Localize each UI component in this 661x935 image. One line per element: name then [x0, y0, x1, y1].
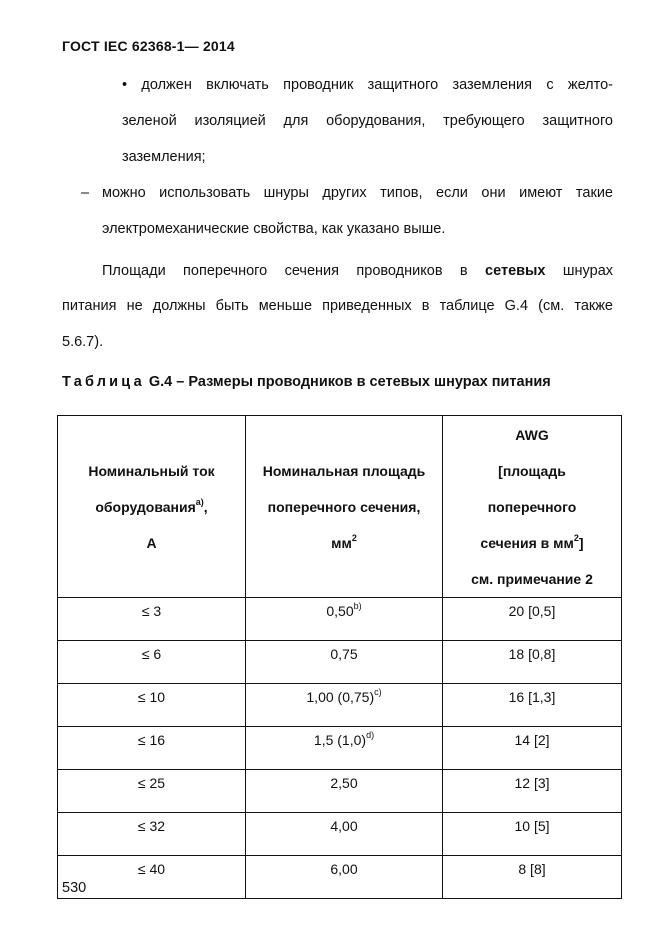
header-text-part: сечения в мм — [480, 534, 574, 551]
table-row — [58, 598, 622, 641]
cell-area — [246, 856, 443, 899]
paragraph-text: шнурах — [545, 263, 614, 279]
header-text — [443, 525, 621, 561]
cell-area — [246, 684, 443, 727]
cell-awg: 16 [1,3] — [443, 684, 622, 727]
table-caption-label: Таблица — [62, 374, 145, 390]
bullet-line-2: зеленой изоляцией для оборудования, требующего защитного — [122, 113, 613, 129]
header-awg — [443, 416, 622, 598]
cell-area — [246, 727, 443, 770]
header-superscript: 2 — [573, 532, 579, 543]
paragraph-bold-word: сетевых — [485, 263, 546, 279]
header-nominal-area — [246, 416, 443, 598]
cell-area-value: 2,50 — [330, 775, 358, 791]
header-text-part: , — [203, 498, 208, 515]
table-row — [58, 813, 622, 856]
header-text: Номинальный ток — [88, 462, 215, 479]
paragraph-line-2: питания не должны быть меньше приведенных в таблице G.4 (см. также — [62, 298, 613, 314]
header-superscript: 2 — [351, 532, 357, 543]
paragraph-text: Площади поперечного сечения проводников в — [102, 263, 486, 279]
header-text: AWG — [515, 426, 549, 443]
header-text: см. примечание 2 — [471, 570, 593, 587]
header-text: поперечного — [487, 498, 577, 515]
cell-area — [246, 641, 443, 684]
cell-awg: 14 [2] — [443, 727, 622, 770]
table-row — [58, 684, 622, 727]
cell-area — [246, 813, 443, 856]
table-row — [58, 770, 622, 813]
header-rated-current — [58, 416, 246, 598]
header-text — [246, 525, 442, 561]
header-text-part: оборудования — [95, 498, 196, 515]
cell-current: ≤ 32 — [58, 813, 246, 856]
table-caption-title: G.4 – Размеры проводников в сетевых шнурах питания — [144, 374, 551, 390]
paragraph-line-1 — [102, 262, 613, 280]
cell-awg: 20 [0,5] — [443, 598, 622, 641]
paragraph-line-3: 5.6.7). — [62, 334, 104, 350]
cell-area-value: 1,00 (0,75) — [306, 689, 375, 705]
table-header-row — [58, 416, 622, 598]
bullet-line-3: заземления; — [122, 149, 206, 165]
cell-awg: 10 [5] — [443, 813, 622, 856]
cell-awg: 8 [8] — [443, 856, 622, 899]
header-text: Номинальная площадь — [262, 462, 426, 479]
page-number: 530 — [62, 880, 87, 896]
dash-line-1: можно использовать шнуры других типов, если они имеют такие — [102, 185, 613, 201]
cell-current: ≤ 3 — [58, 598, 246, 641]
cell-area — [246, 598, 443, 641]
cell-footnote-mark: d) — [366, 730, 375, 741]
cell-awg: 18 [0,8] — [443, 641, 622, 684]
header-text: [площадь — [498, 462, 566, 479]
table-row — [58, 727, 622, 770]
cell-area-value: 0,50 — [326, 603, 354, 619]
cell-area-value: 1,5 (1,0) — [313, 732, 367, 748]
header-text-part: ] — [578, 534, 584, 551]
cell-current: ≤ 6 — [58, 641, 246, 684]
cell-current: ≤ 10 — [58, 684, 246, 727]
cell-area-value: 4,00 — [330, 818, 358, 834]
header-text: поперечного сечения, — [267, 498, 421, 515]
table-row — [58, 856, 622, 899]
cell-awg: 12 [3] — [443, 770, 622, 813]
cell-current: ≤ 25 — [58, 770, 246, 813]
header-text: А — [146, 534, 157, 551]
cell-footnote-mark: c) — [374, 687, 382, 698]
table-row — [58, 641, 622, 684]
table-caption — [62, 374, 551, 390]
header-text — [58, 489, 245, 525]
cell-current: ≤ 40 — [58, 856, 246, 899]
cell-area-value: 6,00 — [330, 861, 358, 877]
dash-line-2: электромеханические свойства, как указано выше. — [102, 221, 446, 237]
cell-footnote-mark: b) — [353, 601, 362, 612]
cell-area — [246, 770, 443, 813]
header-footnote-mark: a) — [195, 496, 204, 507]
cell-current: ≤ 16 — [58, 727, 246, 770]
document-header: ГОСТ IEC 62368-1— 2014 — [62, 38, 235, 54]
conductor-size-table — [57, 415, 622, 899]
bullet-line-1: • должен включать проводник защитного заземления с желто- — [122, 77, 613, 93]
cell-area-value: 0,75 — [330, 646, 358, 662]
header-text-part: мм — [331, 534, 352, 551]
dash-marker: – — [81, 185, 90, 201]
